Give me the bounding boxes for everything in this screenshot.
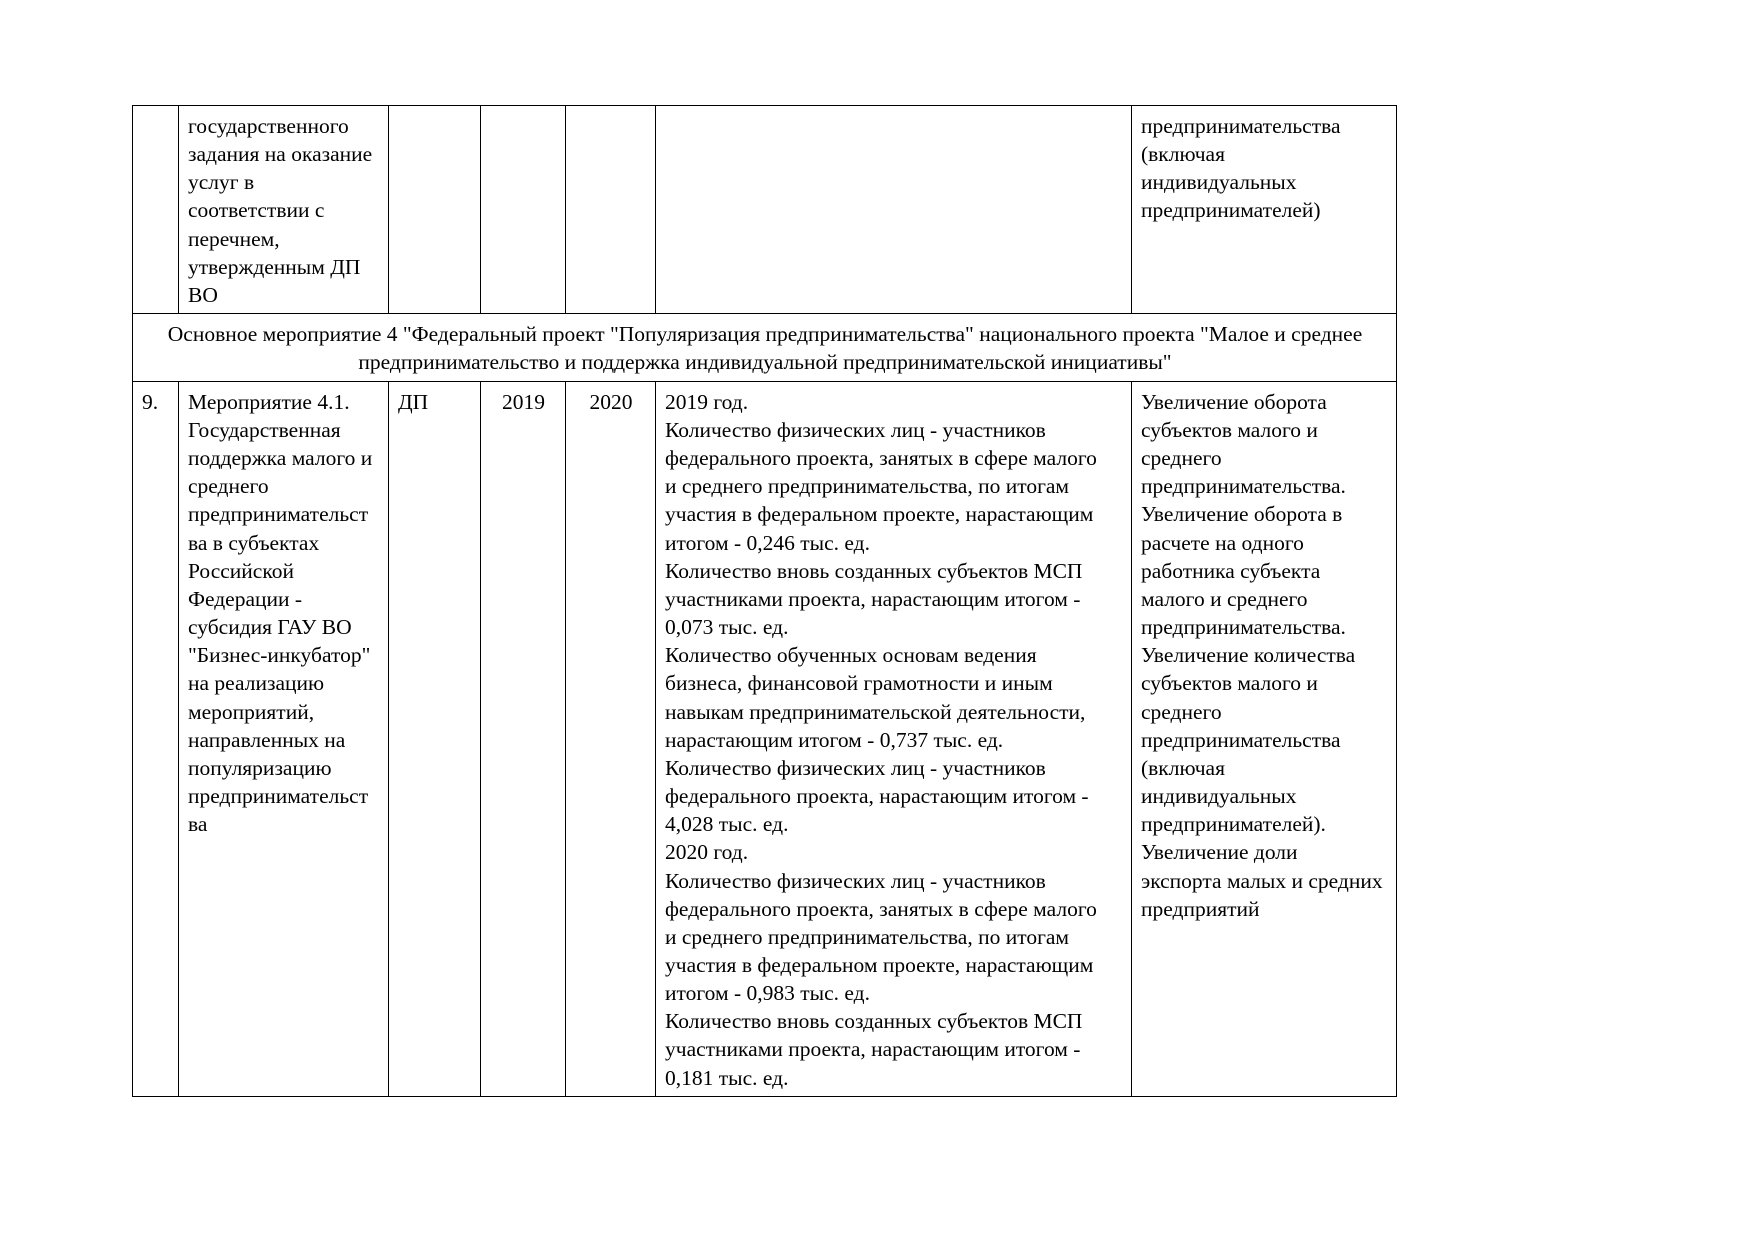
text-line: индивидуальных <box>1141 170 1297 195</box>
text-line: (включая <box>1141 142 1225 167</box>
cell-measure-name <box>179 381 389 1096</box>
text-line: мероприятий, <box>188 699 315 724</box>
text-line: Количество вновь созданных субъектов МСП <box>665 1009 1083 1034</box>
cell-year-start: 2019 <box>481 381 566 1096</box>
text-line: ва в субъектах <box>188 530 320 555</box>
text-line: и среднего предпринимательства, по итогам <box>665 924 1070 949</box>
table-row-measure-9 <box>133 381 1397 1096</box>
section-title-line-2: предпринимательство и поддержка индивидуальной предпринимательской инициативы" <box>358 350 1172 375</box>
text-line: предпринимательства <box>1141 114 1341 138</box>
text-line: ва <box>188 812 208 837</box>
text-line: бизнеса, финансовой грамотности и иным <box>665 671 1053 696</box>
text-line: участниками проекта, нарастающим итогом - <box>665 1037 1081 1062</box>
cell-section-title <box>133 314 1397 382</box>
text-line: популяризацию <box>188 755 332 780</box>
text-line: предпринимательст <box>188 784 369 809</box>
text-line: 2020 год. <box>665 840 749 865</box>
text-line: услуг в <box>188 170 255 195</box>
cell-description <box>656 381 1132 1096</box>
text-line: Увеличение доли <box>1141 840 1298 865</box>
cell-result <box>1132 106 1397 314</box>
cell-executor: ДП <box>389 381 481 1096</box>
cell-number <box>133 106 179 314</box>
text-line: 0,181 тыс. ед. <box>665 1065 789 1090</box>
text-line: участниками проекта, нарастающим итогом - <box>665 586 1081 611</box>
text-line: Увеличение оборота в <box>1141 502 1343 527</box>
text-line: федерального проекта, занятых в сфере малого <box>665 896 1097 921</box>
text-line: участия в федеральном проекте, нарастающим <box>665 952 1094 977</box>
text-line: навыкам предпринимательской деятельности, <box>665 699 1086 724</box>
text-line: предпринимательства <box>1141 727 1341 752</box>
text-line: ВО <box>188 282 218 307</box>
text-line: 0,073 тыс. ед. <box>665 615 789 640</box>
text-line: Российской <box>188 558 294 583</box>
text-line: Мероприятие 4.1. <box>188 389 350 414</box>
text-line: поддержка малого и <box>188 446 373 471</box>
text-line: утвержденным ДП <box>188 254 361 279</box>
text-line: малого и среднего <box>1141 586 1308 611</box>
text-line: и среднего предпринимательства, по итогам <box>665 474 1070 499</box>
text-line: работника субъекта <box>1141 558 1321 583</box>
text-line: Федерации - <box>188 586 303 611</box>
text-line: среднего <box>188 474 269 499</box>
text-line: 2019 год. <box>665 389 749 414</box>
text-line: Количество вновь созданных субъектов МСП <box>665 558 1083 583</box>
text-line: 4,028 тыс. ед. <box>665 812 789 837</box>
table-row-continuation <box>133 106 1397 314</box>
text-line: предпринимательства. <box>1141 474 1346 499</box>
text-line: среднего <box>1141 446 1222 471</box>
text-line: итогом - 0,246 тыс. ед. <box>665 530 870 555</box>
text-line: субсидия ГАУ ВО <box>188 615 352 640</box>
text-line: среднего <box>1141 699 1222 724</box>
text-line: предпринимателей) <box>1141 198 1321 223</box>
cell-description <box>656 106 1132 314</box>
text-line: предприятий <box>1141 896 1260 921</box>
text-line: расчете на одного <box>1141 530 1304 555</box>
text-line: предпринимательства. <box>1141 615 1346 640</box>
cell-executor <box>389 106 481 314</box>
text-line: итогом - 0,983 тыс. ед. <box>665 981 870 1006</box>
text-line: федерального проекта, нарастающим итогом - <box>665 784 1089 809</box>
text-line: соответствии с <box>188 198 325 223</box>
text-line: Количество физических лиц - участников <box>665 418 1046 442</box>
section-title-line-1: Основное мероприятие 4 "Федеральный проект "Популяризация предпринимательства" национального проекта "Малое и среднее <box>167 322 1363 347</box>
text-line: Государственная <box>188 418 341 442</box>
text-line: направленных на <box>188 727 346 752</box>
text-line: на реализацию <box>188 671 325 696</box>
text-line: (включая <box>1141 755 1225 780</box>
table-container <box>132 105 1396 1097</box>
text-line: Количество физических лиц - участников <box>665 868 1046 893</box>
program-measures-table <box>132 105 1397 1097</box>
text-line: Количество физических лиц - участников <box>665 755 1046 780</box>
text-line: субъектов малого и <box>1141 671 1318 696</box>
text-line: предпринимательст <box>188 502 369 527</box>
table-row-section-header <box>133 314 1397 382</box>
text-line: экспорта малых и средних <box>1141 868 1383 893</box>
text-line: Количество обученных основам ведения <box>665 643 1037 668</box>
text-line: федерального проекта, занятых в сфере малого <box>665 446 1097 471</box>
text-line: индивидуальных <box>1141 784 1297 809</box>
cell-result <box>1132 381 1397 1096</box>
text-line: государственного <box>188 114 349 138</box>
text-line: нарастающим итогом - 0,737 тыс. ед. <box>665 727 1004 752</box>
text-line: перечнем, <box>188 226 280 251</box>
text-line: задания на оказание <box>188 142 373 167</box>
text-line: участия в федеральном проекте, нарастающим <box>665 502 1094 527</box>
text-line: "Бизнес-инкубатор" <box>188 643 371 668</box>
text-line: Увеличение количества <box>1141 643 1356 668</box>
text-line: Увеличение оборота <box>1141 389 1327 414</box>
cell-measure-name <box>179 106 389 314</box>
cell-year-end <box>566 106 656 314</box>
text-line: субъектов малого и <box>1141 418 1318 442</box>
cell-year-end: 2020 <box>566 381 656 1096</box>
cell-number: 9. <box>133 381 179 1096</box>
cell-year-start <box>481 106 566 314</box>
text-line: предпринимателей). <box>1141 812 1326 837</box>
